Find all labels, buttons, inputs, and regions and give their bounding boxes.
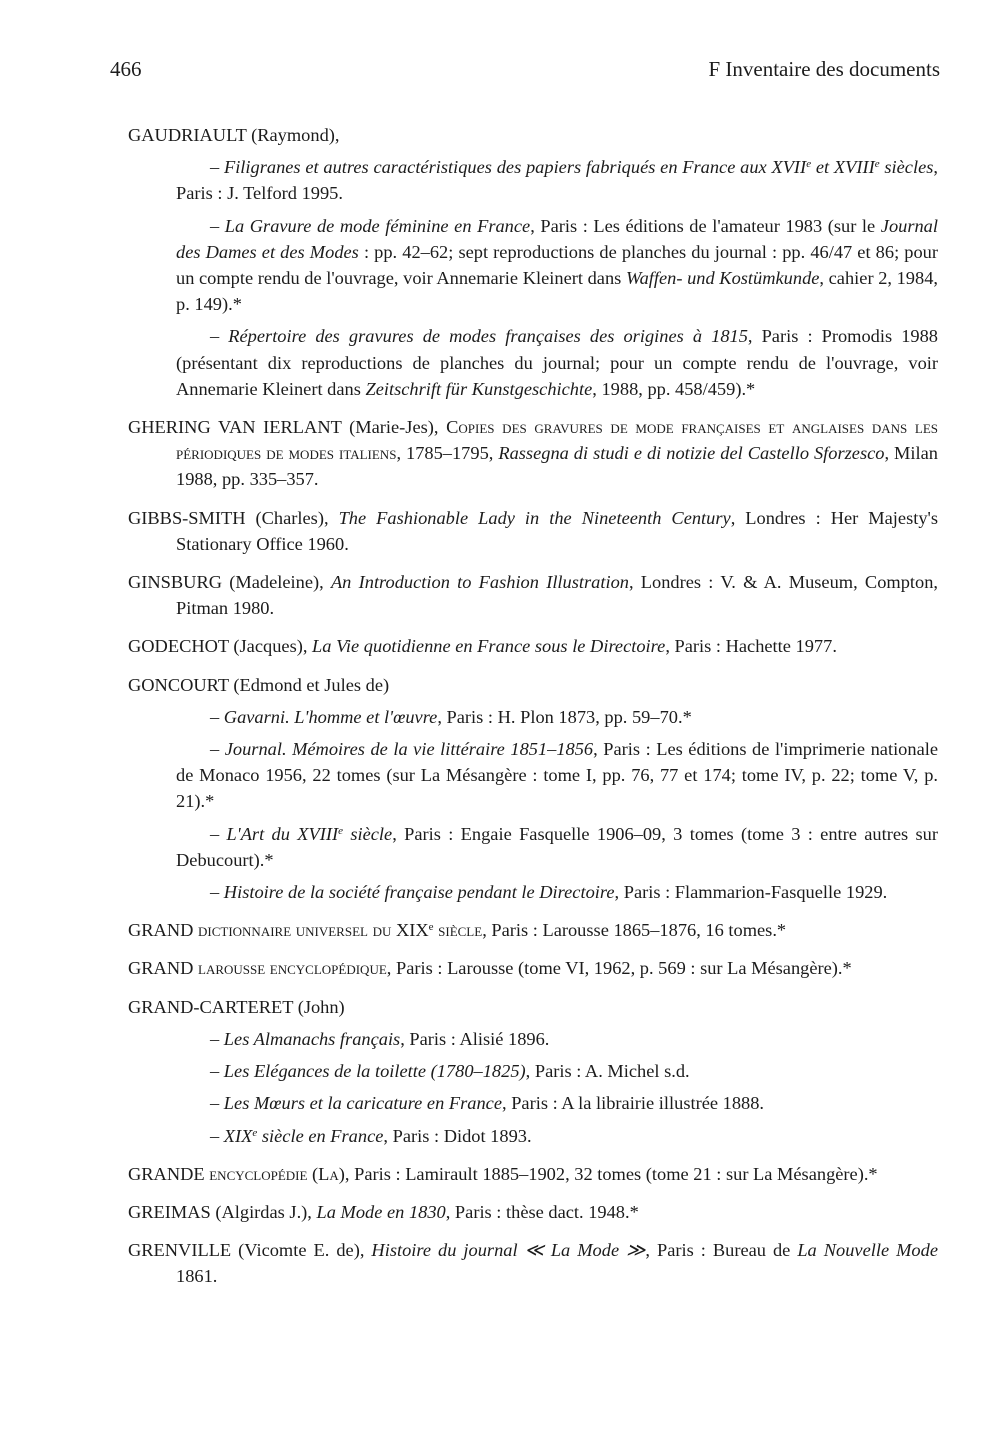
italic-title: Les Almanachs français — [223, 1028, 401, 1049]
text-run: , Paris : J. Telford 1995. — [176, 157, 939, 204]
italic-title: XIX — [223, 1125, 253, 1146]
text-run: GIBBS-SMITH (Charles), — [128, 507, 339, 528]
italic-title: siècle en France — [257, 1125, 384, 1146]
italic-title: et XVIII — [811, 157, 875, 178]
text-run: XIX — [395, 920, 429, 941]
text-run: , 1988, pp. 458/459).* — [592, 378, 756, 399]
superscript: e — [338, 824, 343, 837]
text-run: , Paris : Engaie Fasquelle 1906–09, 3 tomes (tome 3 : entre autres sur Debucourt).* — [176, 823, 938, 870]
bibliography-entry — [128, 569, 938, 621]
work-item — [128, 1123, 938, 1149]
italic-title: siècles — [879, 157, 934, 178]
work-item — [128, 1026, 938, 1052]
superscript: e — [428, 921, 434, 934]
italic-title: Filigranes et autres caractéristiques des papiers fabriqués en France aux XVII — [223, 157, 807, 178]
bibliography-entry — [128, 672, 938, 906]
bibliography-entry — [128, 505, 938, 557]
work-item — [128, 879, 938, 905]
italic-title: Les Mœurs et la caricature en France — [223, 1093, 502, 1114]
bibliography-list — [128, 122, 938, 1290]
superscript: e — [874, 158, 880, 171]
text-run: , Paris : Lamirault 1885–1902, 32 tomes (tome 21 : sur La Mésangère).* — [344, 1163, 878, 1184]
text-run: , Paris : A la librairie illustrée 1888. — [502, 1093, 765, 1114]
bibliography-entry — [128, 414, 938, 493]
text-run: , Londres : Her Majesty's Stationary Office 1960. — [176, 507, 939, 554]
work-item — [128, 323, 938, 402]
italic-title: Histoire du journal ≪ La Mode ≫ — [371, 1240, 646, 1261]
text-run: GRANDE — [128, 1163, 210, 1184]
list-dash: – — [210, 1093, 224, 1114]
text-run: , Milan 1988, pp. 335–357. — [176, 443, 938, 490]
list-dash: – — [210, 882, 224, 903]
bibliography-entry — [128, 994, 938, 1149]
bibliography-entry — [128, 633, 938, 659]
small-caps-text: siècle — [433, 920, 483, 941]
italic-title: La Vie quotidienne en France sous le Directoire — [312, 636, 666, 657]
italic-title: L'Art du XVIII — [226, 823, 339, 844]
italic-title: The Fashionable Lady in the Nineteenth Century — [338, 507, 731, 528]
list-dash: – — [210, 326, 229, 347]
page-number: 466 — [110, 57, 142, 81]
work-item — [128, 213, 938, 318]
italic-title: La Mode en 1830 — [316, 1201, 446, 1222]
work-item — [128, 821, 938, 873]
italic-title: Répertoire des gravures de modes françaises des origines à 1815 — [228, 326, 748, 347]
work-item — [128, 154, 938, 206]
text-run: , Paris : Alisié 1896. — [400, 1028, 550, 1049]
text-run: , Paris : Promodis 1988 (présentant dix reproductions de planches du journal; pour un compte rendu de l'ouvrage, voir Annemarie Kleinert dans — [176, 326, 939, 399]
text-run: , Paris : thèse dact. 1948.* — [445, 1201, 639, 1222]
bibliography-entry — [128, 1199, 938, 1225]
superscript: e — [806, 158, 812, 171]
work-item — [128, 1058, 938, 1084]
text-run: , Paris : Larousse 1865–1876, 16 tomes.* — [482, 920, 787, 941]
italic-title: Journal des Dames et des Modes — [176, 215, 938, 262]
text-run: GREIMAS (Algirdas J.), — [128, 1201, 317, 1222]
italic-title: Journal. Mémoires de la vie littéraire 1851–1856 — [224, 739, 594, 760]
text-run: GINSBURG (Madeleine), — [128, 572, 331, 593]
text-run: , Paris : H. Plon 1873, pp. 59–70.* — [437, 706, 692, 727]
italic-title: Zeitschrift für Kunstgeschichte — [365, 378, 593, 399]
superscript: e — [252, 1126, 258, 1139]
small-caps-text: dictionnaire universel du — [198, 920, 396, 941]
italic-title: La Nouvelle Mode — [797, 1240, 938, 1261]
work-item — [128, 736, 938, 815]
text-run: , Londres : V. & A. Museum, Compton, Pitman 1980. — [176, 572, 938, 619]
small-caps-text: Copies des gravures de mode françaises et anglaises dans les périodiques de modes italiens — [176, 417, 938, 464]
author-heading: GONCOURT (Edmond et Jules de) — [128, 674, 390, 695]
small-caps-text: larousse encyclopédique — [198, 958, 387, 979]
list-dash: – — [210, 215, 225, 236]
works-list — [128, 1026, 938, 1149]
text-run: GODECHOT (Jacques), — [128, 636, 313, 657]
author-heading: GAUDRIAULT (Raymond), — [128, 125, 340, 145]
text-run: , Paris : A. Michel s.d. — [525, 1061, 690, 1082]
italic-title: An Introduction to Fashion Illustration — [330, 572, 629, 593]
list-dash: – — [210, 823, 227, 844]
list-dash: – — [210, 706, 224, 727]
bibliography-entry — [128, 1161, 938, 1187]
text-run: , Paris : Hachette 1977. — [665, 636, 837, 657]
small-caps-text: encyclopédie (La) — [209, 1163, 345, 1184]
italic-title: La Gravure de mode féminine en France — [224, 215, 531, 236]
list-dash: – — [210, 739, 225, 760]
bibliography-entry — [128, 1237, 938, 1289]
list-dash: – — [210, 157, 224, 178]
text-run: , cahier 2, 1984, p. 149).* — [176, 268, 938, 315]
bibliography-entry — [128, 122, 938, 402]
works-list — [128, 704, 938, 905]
text-run: GRAND — [128, 920, 198, 941]
italic-title: Gavarni. L'homme et l'œuvre — [223, 706, 438, 727]
bibliography-entry — [128, 955, 938, 981]
text-run: , Paris : Les éditions de l'amateur 1983 (sur le — [530, 215, 881, 236]
italic-title: Rassegna di studi e di notizie del Castello Sforzesco — [498, 443, 885, 464]
text-run: , Paris : Flammarion-Fasquelle 1929. — [614, 882, 888, 903]
text-run: GRENVILLE (Vicomte E. de), — [128, 1240, 372, 1261]
italic-title: Les Elégances de la toilette (1780–1825) — [223, 1061, 526, 1082]
text-run: : pp. 42–62; sept reproductions de planches du journal : pp. 46/47 et 86; pour un compte rendu de l'ouvrage, voir Annemarie Kleinert dans — [176, 241, 939, 289]
text-run: , Paris : Bureau de — [645, 1240, 798, 1261]
italic-title: Waffen- und Kostümkunde — [625, 268, 820, 289]
text-run: , Paris : Larousse (tome VI, 1962, p. 569 : sur La Mésangère).* — [386, 958, 852, 979]
section-title: F Inventaire des documents — [708, 57, 940, 81]
text-run: , 1785–1795, — [396, 443, 499, 464]
list-dash: – — [210, 1028, 224, 1049]
text-run: GRAND — [128, 958, 198, 979]
work-item — [128, 704, 938, 730]
work-item — [128, 1090, 938, 1116]
italic-title: Histoire de la société française pendant le Directoire — [223, 882, 615, 903]
works-list — [128, 154, 938, 402]
text-run: 1861. — [176, 1266, 218, 1287]
author-heading: GRAND-CARTERET (John) — [128, 996, 345, 1017]
text-run: GHERING VAN IERLANT (Marie-Jes), — [128, 417, 447, 438]
text-run: , Paris : Didot 1893. — [383, 1125, 532, 1146]
list-dash: – — [210, 1125, 224, 1146]
bibliography-entry — [128, 917, 938, 943]
italic-title: siècle — [342, 823, 393, 844]
text-run: , Paris : Les éditions de l'imprimerie nationale de Monaco 1956, 22 tomes (sur La Mésangère : tome I, pp. 76, 77 et 174; tome IV, p. 22; tome V, p. 21).* — [176, 739, 939, 812]
list-dash: – — [210, 1061, 224, 1082]
